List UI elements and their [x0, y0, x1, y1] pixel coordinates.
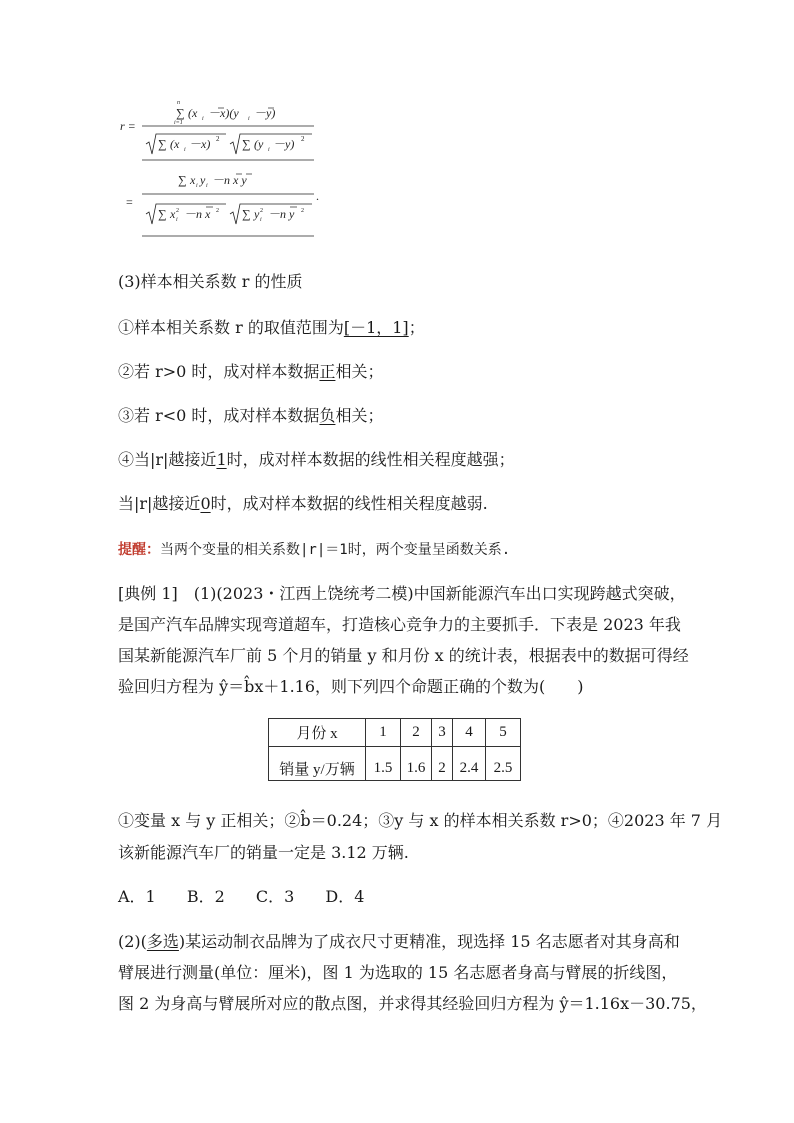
- sum-icon-6: ∑: [242, 207, 251, 221]
- svg-text:2: 2: [260, 208, 263, 214]
- property-4: [118, 450, 515, 470]
- svg-text:2: 2: [301, 208, 304, 214]
- svg-text:i: i: [176, 217, 178, 223]
- table-cell: 1.5: [366, 757, 401, 781]
- sum-icon-2: ∑: [158, 137, 167, 151]
- svg-text:－x): －x): [189, 137, 211, 151]
- svg-text:x: x: [170, 207, 176, 221]
- sum-icon-4: ∑: [178, 173, 187, 187]
- property-3: [118, 406, 383, 426]
- property-5: [118, 494, 488, 514]
- svg-text:－y): －y): [273, 137, 295, 151]
- option-d[interactable]: D．4: [325, 887, 365, 906]
- svg-text:2: 2: [301, 135, 305, 143]
- hint-line: [118, 539, 510, 560]
- property-1-pre: ①样本相关系数 r 的取值范围为: [118, 318, 344, 337]
- svg-text:2: 2: [216, 208, 219, 214]
- property-3-key: 负: [319, 406, 336, 425]
- property-2-post: 相关；: [335, 362, 384, 381]
- svg-text:i: i: [196, 183, 198, 189]
- table-cell: 2.4: [453, 757, 486, 781]
- svg-text:i: i: [184, 147, 186, 153]
- sum-lower: i=1: [174, 120, 183, 126]
- property-1: [118, 318, 425, 338]
- table-cell: 2: [401, 719, 432, 747]
- property-2: [118, 362, 383, 382]
- option-b[interactable]: B．2: [186, 887, 225, 906]
- statements-line2: 该新能源汽车厂的销量一定是 3.12 万辆.: [118, 843, 409, 862]
- svg-text:i: i: [268, 147, 270, 153]
- sum-icon-5: ∑: [158, 207, 167, 221]
- example2-line1: [118, 932, 680, 952]
- table-header-sales: 销量 y/万辆: [269, 757, 366, 781]
- hint-label: 提醒：: [118, 542, 160, 558]
- table-cell: 1.6: [401, 757, 432, 781]
- example1-line4: 验回归方程为 ŷ＝b̂x＋1.16，则下列四个命题正确的个数为( ): [118, 677, 584, 696]
- svg-text:i: i: [206, 183, 208, 189]
- example2-prefix: (2)(: [118, 932, 147, 951]
- property-4-post: 时，成对样本数据的线性相关程度越强；: [226, 450, 515, 469]
- property-4-key: 1: [216, 450, 227, 469]
- sum-icon-3: ∑: [242, 137, 251, 151]
- table-cell: 2.5: [486, 757, 521, 781]
- svg-text:(x: (x: [170, 137, 180, 151]
- table-cell: 5: [486, 719, 521, 747]
- example1-line2: 是国产汽车品牌实现弯道超车，打造核心竞争力的主要抓手．下表是 2023 年我: [118, 615, 681, 634]
- hint-text: 当两个变量的相关系数|r|＝1时，两个变量呈函数关系.: [160, 542, 511, 558]
- sales-table: [268, 718, 521, 781]
- svg-text:－x)(y: －x)(y: [208, 106, 239, 120]
- statements-line1: ①变量 x 与 y 正相关；②b̂＝0.24；③y 与 x 的样本相关系数 r>0；④2023 年 7 月: [118, 811, 723, 830]
- correlation-formula: [118, 96, 338, 246]
- example2-line3: 图 2 为身高与臂展所对应的散点图，并求得其经验回归方程为 ŷ＝1.16x－30.75，: [118, 994, 707, 1013]
- answer-options: [118, 887, 390, 907]
- table-header-month: 月份 x: [269, 719, 366, 747]
- table-row: [269, 757, 521, 781]
- r-label: r =: [120, 119, 136, 133]
- example2-line2: 臂展进行测量(单位：厘米)，图 1 为选取的 15 名志愿者身高与臂展的折线图，: [118, 963, 678, 982]
- property-3-post: 相关；: [335, 406, 384, 425]
- svg-text:2: 2: [216, 135, 220, 143]
- property-3-pre: ③若 r<0 时，成对样本数据: [118, 406, 320, 425]
- svg-text:－n x: －n x: [184, 207, 211, 221]
- property-5-key: 0: [200, 494, 211, 513]
- example2-tag: 多选: [146, 932, 179, 951]
- svg-text:i: i: [260, 217, 262, 223]
- svg-text:.: .: [316, 189, 319, 203]
- property-1-range: [－1，1]: [343, 318, 409, 337]
- formula-svg: [118, 96, 338, 246]
- table-cell: 2: [432, 757, 453, 781]
- svg-text:i: i: [202, 116, 204, 122]
- option-a[interactable]: A．1: [118, 887, 156, 906]
- property-2-key: 正: [319, 362, 336, 381]
- svg-text:(y: (y: [254, 137, 264, 151]
- property-5-post: 时，成对样本数据的线性相关程度越弱.: [210, 494, 488, 513]
- eq-label: =: [126, 195, 133, 209]
- option-c[interactable]: C．3: [255, 887, 295, 906]
- svg-text:－n x y: －n x y: [212, 173, 247, 187]
- svg-text:(x: (x: [188, 106, 198, 120]
- svg-text:－n y: －n y: [268, 207, 295, 221]
- property-5-pre: 当|r|越接近: [118, 494, 201, 513]
- property-1-post: ；: [408, 318, 425, 337]
- sum-icon: ∑: [176, 106, 185, 120]
- svg-text:y: y: [200, 173, 206, 187]
- svg-text:y: y: [254, 207, 260, 221]
- sum-upper: n: [177, 100, 180, 106]
- property-4-pre: ④当|r|越接近: [118, 450, 217, 469]
- table-spacer-row: [269, 747, 521, 757]
- section3-title: (3)样本相关系数 r 的性质: [118, 272, 303, 291]
- svg-text:i: i: [248, 116, 250, 122]
- table-cell: 4: [453, 719, 486, 747]
- table-row: [269, 719, 521, 747]
- property-2-pre: ②若 r>0 时，成对样本数据: [118, 362, 320, 381]
- svg-text:－y): －y): [254, 106, 276, 120]
- example1-line3: 国某新能源汽车厂前 5 个月的销量 y 和月份 x 的统计表，根据表中的数据可得经: [118, 646, 689, 665]
- table-cell: 1: [366, 719, 401, 747]
- table-cell: 3: [432, 719, 453, 747]
- example1-line1: [典例 1] (1)(2023・江西上饶统考二模)中国新能源汽车出口实现跨越式突破，: [118, 584, 686, 603]
- svg-text:2: 2: [176, 208, 179, 214]
- example2-line1-rest: )某运动制衣品牌为了成衣尺寸更精准，现选择 15 名志愿者对其身高和: [178, 932, 680, 951]
- svg-text:x: x: [190, 173, 196, 187]
